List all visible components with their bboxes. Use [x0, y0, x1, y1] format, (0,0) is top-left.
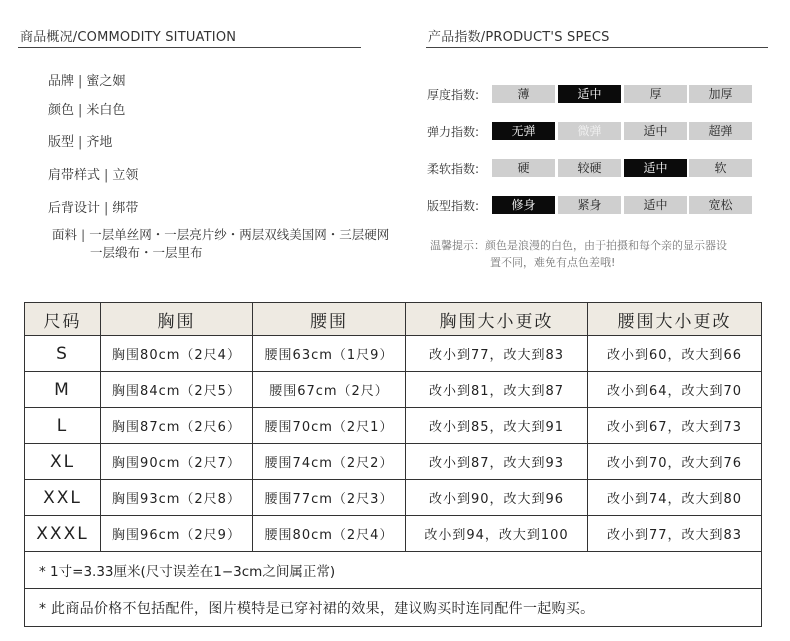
fit-index-label: 版型指数:: [427, 199, 480, 213]
table-row: [25, 372, 762, 408]
waist-alteration-cell: 改小到67，改大到73: [588, 408, 762, 444]
bust-cell: 胸围87cm（2尺6）: [101, 408, 253, 444]
elasticity-option-super: 超弹: [689, 122, 752, 140]
size-table-header: [25, 303, 762, 336]
size-cell: M: [25, 372, 101, 408]
table-row: [25, 444, 762, 480]
header-bust: 胸围: [101, 303, 253, 336]
size-table: [24, 302, 762, 627]
strap-value: 立领: [112, 168, 139, 183]
waist-cell: 腰围67cm（2尺）: [253, 372, 406, 408]
bust-alteration-cell: 改小到81，改大到87: [406, 372, 588, 408]
color-row: 颜色 | 米白色: [48, 103, 126, 118]
fit-option-medium: 适中: [624, 196, 687, 214]
softness-option-firm: 较硬: [558, 159, 621, 177]
fit-row: 版型 | 齐地: [48, 135, 113, 150]
thickness-option-extra-thick: 加厚: [689, 85, 752, 103]
softness-index-label: 柔软指数:: [427, 162, 480, 176]
bust-cell: 胸围80cm（2尺4）: [101, 336, 253, 372]
softness-option-soft: 软: [689, 159, 752, 177]
waist-alteration-cell: 改小到60，改大到66: [588, 336, 762, 372]
accessory-footnote: * 此商品价格不包括配件，图片模特是已穿衬裙的效果，建议购买时连同配件一起购买。: [25, 589, 762, 627]
bust-alteration-cell: 改小到85，改大到91: [406, 408, 588, 444]
size-cell: XL: [25, 444, 101, 480]
bust-cell: 胸围84cm（2尺5）: [101, 372, 253, 408]
color-label: 颜色: [48, 103, 75, 118]
size-cell: L: [25, 408, 101, 444]
bust-alteration-cell: 改小到90，改大到96: [406, 480, 588, 516]
waist-alteration-cell: 改小到74，改大到80: [588, 480, 762, 516]
fit-label: 版型: [48, 135, 75, 150]
header-waist-alteration: 腰围大小更改: [588, 303, 762, 336]
footnote-row: [25, 589, 762, 627]
softness-option-medium-selected: 适中: [624, 159, 687, 177]
back-design-row: 后背设计 | 绑带: [48, 201, 139, 216]
thickness-option-medium-selected: 适中: [558, 85, 621, 103]
brand-label: 品牌: [48, 74, 75, 89]
table-row: [25, 480, 762, 516]
elasticity-option-slight: 微弹: [558, 122, 621, 140]
commodity-section-title: 商品概况/COMMODITY SITUATION: [20, 30, 237, 45]
waist-alteration-cell: 改小到70，改大到76: [588, 444, 762, 480]
brand-row: 品牌 | 蜜之姻: [48, 74, 126, 89]
waist-cell: 腰围74cm（2尺2）: [253, 444, 406, 480]
measurement-footnote: * 1寸=3.33厘米(尺寸误差在1−3cm之间属正常): [25, 552, 762, 589]
waist-cell: 腰围77cm（2尺3）: [253, 480, 406, 516]
back-design-label: 后背设计: [48, 201, 101, 216]
color-tip-line2: 置不同，难免有点色差哦!: [490, 256, 616, 269]
bust-cell: 胸围93cm（2尺8）: [101, 480, 253, 516]
footnote-row: [25, 552, 762, 589]
header-bust-alteration: 胸围大小更改: [406, 303, 588, 336]
thickness-option-thick: 厚: [624, 85, 687, 103]
bust-alteration-cell: 改小到77，改大到83: [406, 336, 588, 372]
bust-cell: 胸围90cm（2尺7）: [101, 444, 253, 480]
elasticity-index-label: 弹力指数:: [427, 125, 480, 139]
fabric-value-line1: 一层单丝网・一层亮片纱・两层双线美国网・三层硬网: [89, 227, 390, 242]
elasticity-option-medium: 适中: [624, 122, 687, 140]
specs-title-rule: [426, 47, 768, 48]
strap-row: 肩带样式 | 立领: [48, 168, 139, 183]
fabric-row: 面料 | 一层单丝网・一层亮片纱・两层双线美国网・三层硬网 一层缎布・一层里布: [52, 226, 412, 262]
fabric-label: 面料: [52, 227, 78, 242]
bust-cell: 胸围96cm（2尺9）: [101, 516, 253, 552]
color-tip-line1: 温馨提示：颜色是浪漫的白色，由于拍摄和每个亲的显示器设: [430, 239, 727, 252]
color-value: 米白色: [86, 103, 126, 118]
waist-cell: 腰围70cm（2尺1）: [253, 408, 406, 444]
color-tip-note: [430, 237, 770, 271]
table-row: [25, 516, 762, 552]
fit-option-loose: 宽松: [689, 196, 752, 214]
size-cell: S: [25, 336, 101, 372]
bust-alteration-cell: 改小到87，改大到93: [406, 444, 588, 480]
thickness-option-thin: 薄: [492, 85, 555, 103]
fit-value: 齐地: [86, 135, 113, 150]
table-row: [25, 408, 762, 444]
waist-alteration-cell: 改小到77，改大到83: [588, 516, 762, 552]
table-row: [25, 336, 762, 372]
elasticity-option-none-selected: 无弹: [492, 122, 555, 140]
softness-option-hard: 硬: [492, 159, 555, 177]
waist-alteration-cell: 改小到64，改大到70: [588, 372, 762, 408]
header-waist: 腰围: [253, 303, 406, 336]
fabric-value-line2: 一层缎布・一层里布: [90, 245, 203, 260]
thickness-index-label: 厚度指数:: [427, 88, 480, 102]
strap-label: 肩带样式: [48, 168, 101, 183]
waist-cell: 腰围63cm（1尺9）: [253, 336, 406, 372]
back-design-value: 绑带: [112, 201, 139, 216]
fit-option-tight: 紧身: [558, 196, 621, 214]
header-size: 尺码: [25, 303, 101, 336]
size-cell: XXXL: [25, 516, 101, 552]
fit-option-slim-selected: 修身: [492, 196, 555, 214]
size-cell: XXL: [25, 480, 101, 516]
waist-cell: 腰围80cm（2尺4）: [253, 516, 406, 552]
brand-value: 蜜之姻: [86, 74, 126, 89]
specs-section-title: 产品指数/PRODUCT'S SPECS: [428, 30, 610, 45]
bust-alteration-cell: 改小到94，改大到100: [406, 516, 588, 552]
commodity-title-rule: [18, 47, 361, 48]
